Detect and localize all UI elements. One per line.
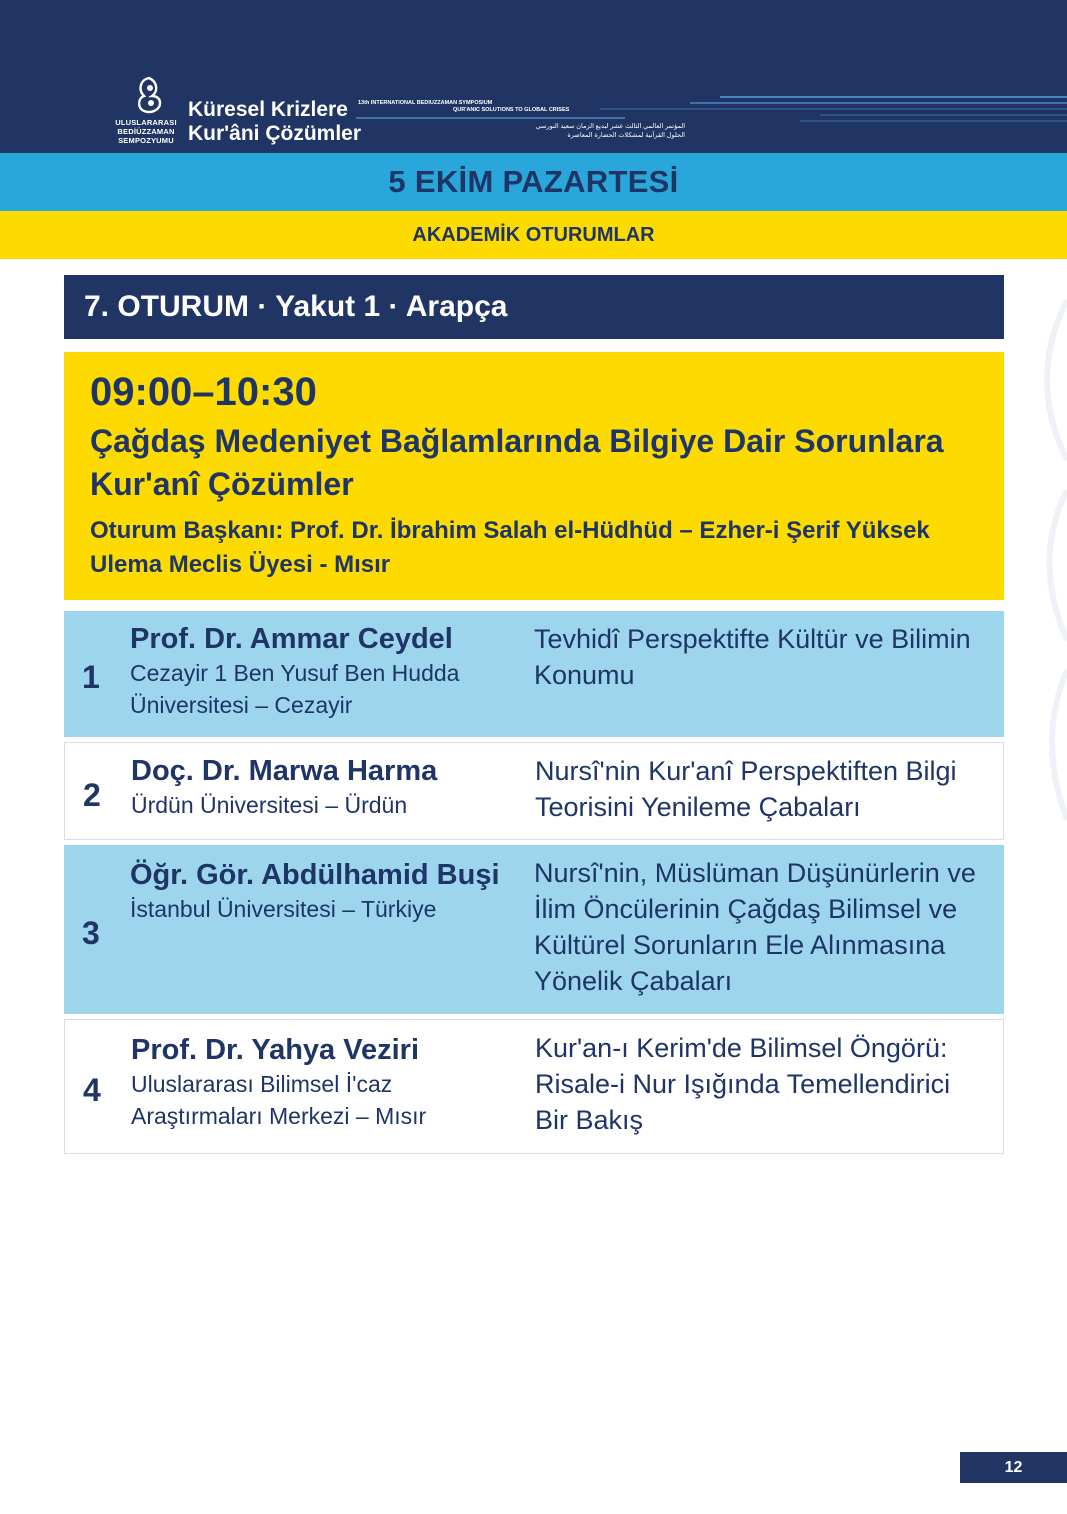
symposium-logo bbox=[110, 76, 370, 148]
speaker-affiliation: Uluslararası Bilimsel İ'caz Araştırmaları Merkezi – Mısır bbox=[131, 1071, 427, 1129]
presentation-row bbox=[64, 742, 1004, 840]
speaker-info bbox=[131, 753, 531, 821]
presentation-number: 1 bbox=[82, 659, 100, 695]
paper-title: Nursî'nin Kur'anî Perspektiften Bilgi Teorisini Yenileme Çabaları bbox=[535, 756, 957, 822]
date-band bbox=[0, 153, 1067, 211]
logo-title-line2: Kur'âni Çözümler bbox=[188, 122, 362, 145]
symposium-arabic-line1: المؤتمر العالمي الثالث عشر لبديع الزمان سعيد النورسي bbox=[535, 123, 685, 130]
section-band bbox=[0, 211, 1067, 259]
presentation-number: 2 bbox=[83, 777, 101, 813]
speaker-info bbox=[131, 1032, 531, 1132]
header-band bbox=[0, 0, 1067, 153]
symposium-english-line2: QUR'ANIC SOLUTIONS TO GLOBAL CRISES bbox=[453, 107, 570, 113]
session-info-panel bbox=[64, 352, 1004, 600]
speaker-affiliation: İstanbul Üniversitesi – Türkiye bbox=[130, 896, 437, 922]
speaker-info bbox=[130, 621, 530, 721]
speaker-name: Prof. Dr. Yahya Veziri bbox=[131, 1034, 420, 1066]
speaker-name: Prof. Dr. Ammar Ceydel bbox=[130, 623, 453, 655]
logo-title bbox=[188, 98, 361, 146]
session-time: 09:00–10:30 bbox=[90, 370, 317, 414]
symposium-english-name bbox=[358, 100, 569, 114]
session-chair: Oturum Başkanı: Prof. Dr. İbrahim Salah el-Hüdhüd – Ezher-i Şerif Yüksek Ulema Meclis Üyesi - Mısır bbox=[90, 517, 930, 578]
paper-title: Nursî'nin, Müslüman Düşünürlerin ve İlim Öncülerinin Çağdaş Bilimsel ve Kültürel Sorunların Ele Alınmasına Yönelik Çabaları bbox=[534, 858, 976, 996]
page-number bbox=[960, 1452, 1067, 1483]
symposium-arabic-line2: الحلول القرآنية لمشكلات الحضارة المعاصرة bbox=[567, 132, 685, 139]
logo-emblem-icon bbox=[134, 76, 164, 114]
page-number-text: 12 bbox=[1004, 1458, 1023, 1476]
session-topic: Çağdaş Medeniyet Bağlamlarında Bilgiye Dair Sorunlara Kur'anî Çözümler bbox=[90, 423, 944, 502]
session-title: 7. OTURUM · Yakut 1 · Arapça bbox=[84, 290, 508, 323]
presentation-row bbox=[64, 845, 1004, 1014]
side-pattern-decoration bbox=[1007, 260, 1067, 860]
paper-title: Kur'an-ı Kerim'de Bilimsel Öngörü: Risale-i Nur Işığında Temellendirici Bir Bakış bbox=[535, 1033, 951, 1135]
speaker-affiliation: Ürdün Üniversitesi – Ürdün bbox=[131, 792, 408, 818]
speaker-name: Öğr. Gör. Abdülhamid Buşi bbox=[130, 859, 500, 891]
presentation-row bbox=[64, 1019, 1004, 1154]
session-title-bar bbox=[64, 275, 1004, 339]
speaker-affiliation: Cezayir 1 Ben Yusuf Ben Hudda Üniversitesi – Cezayir bbox=[130, 660, 460, 718]
presentation-row bbox=[64, 611, 1004, 737]
presentation-number: 3 bbox=[82, 915, 100, 951]
date-heading: 5 EKİM PAZARTESİ bbox=[388, 164, 679, 199]
paper-title: Tevhidî Perspektifte Kültür ve Bilimin Konumu bbox=[534, 624, 971, 690]
speaker-name: Doç. Dr. Marwa Harma bbox=[131, 755, 438, 787]
section-heading: AKADEMİK OTURUMLAR bbox=[412, 223, 655, 246]
symposium-english-line1: 13th INTERNATIONAL BEDIUZZAMAN SYMPOSIUM bbox=[358, 100, 493, 106]
speaker-info bbox=[130, 857, 530, 925]
presentation-number: 4 bbox=[83, 1072, 101, 1108]
logo-small-text: ULUSLARARASI BEDİÜZZAMAN SEMPOZYUMU bbox=[115, 118, 177, 145]
logo-title-line1: Küresel Krizlere bbox=[188, 98, 348, 121]
symposium-arabic-name bbox=[490, 122, 685, 140]
